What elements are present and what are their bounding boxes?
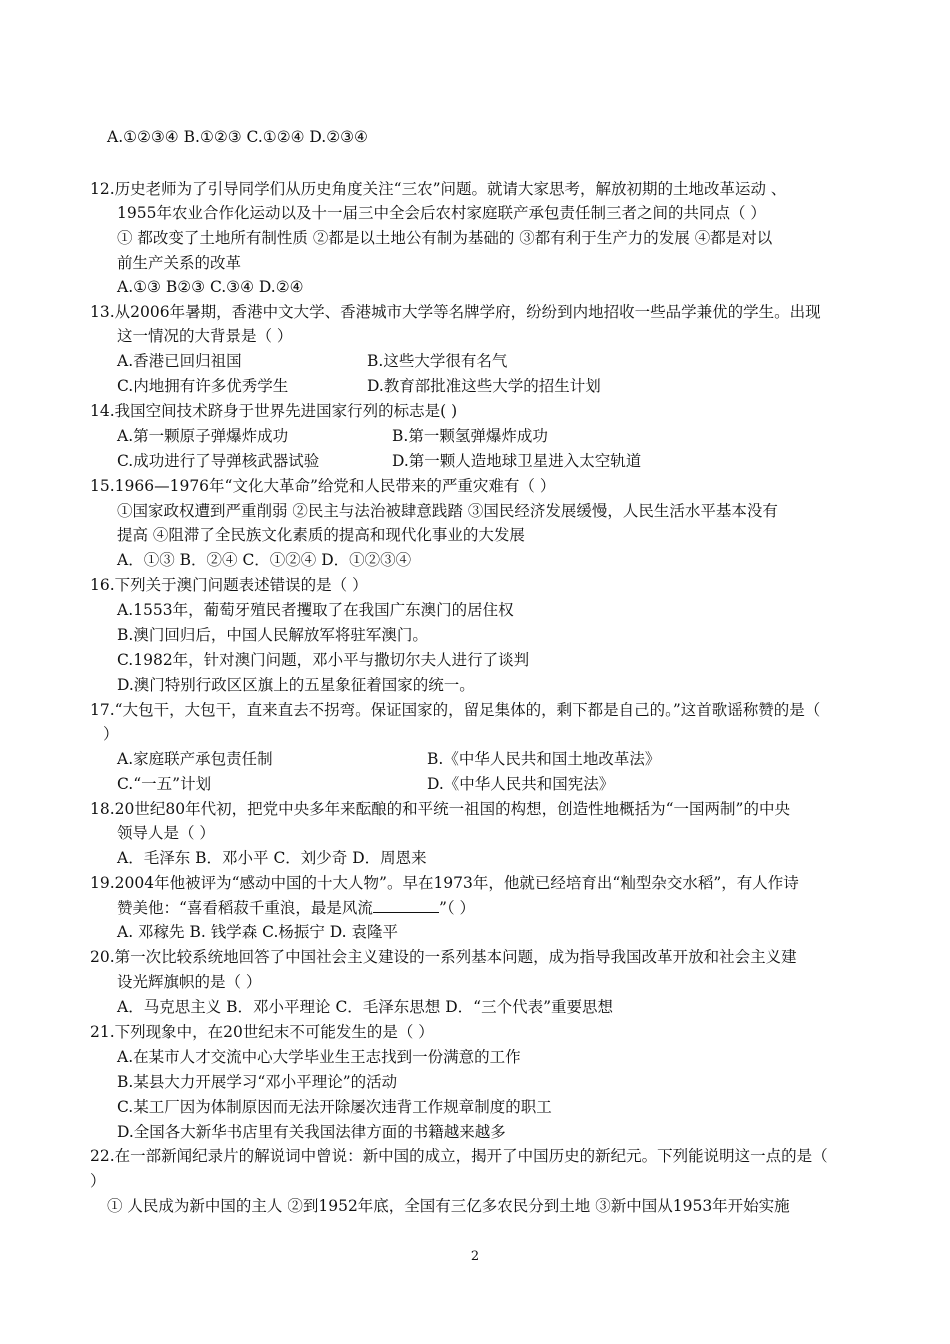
q12-statements: ① 都改变了土地所有制性质 ②都是以土地公有制为基础的 ③都有利于生产力的发展 ④都是对以 <box>117 229 773 247</box>
q14-option-d: D.第一颗人造地球卫星进入太空轨道 <box>392 452 642 470</box>
q18-stem-cont: 领导人是（ ） <box>117 824 215 842</box>
q15-stem: 15.1966—1976年“文化大革命”给党和人民带来的严重灾难有（ ） <box>90 477 556 495</box>
q14-option-b: B.第一颗氢弹爆炸成功 <box>392 427 548 445</box>
q17-stem: 17.“大包干，大包干，直来直去不拐弯。保证国家的，留足集体的，剩下都是自己的。”这首歌谣称赞的是（ <box>90 701 821 719</box>
q19-verse-prefix: 赞美他：“喜看稻菽千重浪，最是风流 <box>117 899 373 917</box>
q19-options: A. 邓稼先 B. 钱学森 C.杨振宁 D. 袁隆平 <box>117 923 399 941</box>
q15-options: A．①③ B．②④ C．①②④ D．①②③④ <box>117 551 412 569</box>
q12-statements-cont: 前生产关系的改革 <box>117 254 242 272</box>
q13-stem-cont: 这一情况的大背景是（ ） <box>117 327 293 345</box>
q14-stem: 14.我国空间技术跻身于世界先进国家行列的标志是( ) <box>90 402 458 420</box>
q22-stem-cont: ） <box>90 1172 106 1190</box>
q19-verse-suffix: ”（ ） <box>438 899 476 917</box>
fill-in-blank <box>373 898 439 913</box>
q16-option-c: C.1982年，针对澳门问题，邓小平与撒切尔夫人进行了谈判 <box>117 651 530 669</box>
q16-stem: 16.下列关于澳门问题表述错误的是（ ） <box>90 576 368 594</box>
q15-statements: ①国家政权遭到严重削弱 ②民主与法治被肆意践踏 ③国民经济发展缓慢，人民生活水平基本没有 <box>117 502 778 520</box>
q17-option-c: C.“一五”计划 <box>117 775 212 793</box>
q12-stem-cont: 1955年农业合作化运动以及十一届三中全会后农村家庭联产承包责任制三者之间的共同点（ ） <box>117 204 766 222</box>
q18-stem: 18.20世纪80年代初，把党中央多年来酝酿的和平统一祖国的构想，创造性地概括为“一国两制”的中央 <box>90 800 790 818</box>
q13-stem: 13.从2006年暑期，香港中文大学、香港城市大学等名牌学府，纷纷到内地招收一些品学兼优的学生。出现 <box>90 303 821 321</box>
q21-option-c: C.某工厂因为体制原因而无法开除屡次违背工作规章制度的职工 <box>117 1098 552 1116</box>
q16-option-a: A.1553年，葡萄牙殖民者攫取了在我国广东澳门的居住权 <box>117 601 514 619</box>
q12-options: A.①③ B②③ C.③④ D.②④ <box>117 278 304 296</box>
q16-option-d: D.澳门特别行政区区旗上的五星象征着国家的统一。 <box>117 676 475 694</box>
q16-option-b: B.澳门回归后，中国人民解放军将驻军澳门。 <box>117 626 428 644</box>
q18-options: A．毛泽东 B．邓小平 C．刘少奇 D．周恩来 <box>117 849 427 867</box>
q22-stem: 22.在一部新闻纪录片的解说词中曾说：新中国的成立，揭开了中国历史的新纪元。下列能说明这一点的是（ <box>90 1147 828 1165</box>
q21-option-b: B.某县大力开展学习“邓小平理论”的活动 <box>117 1073 398 1091</box>
q17-option-d: D.《中华人民共和国宪法》 <box>427 775 615 793</box>
q13-option-a: A.香港已回归祖国 <box>117 352 242 370</box>
q20-stem: 20.第一次比较系统地回答了中国社会主义建设的一系列基本问题，成为指导我国改革开放和社会主义建 <box>90 948 797 966</box>
q14-option-c: C.成功进行了导弹核武器试验 <box>117 452 320 470</box>
q17-stem-cont: ） <box>103 725 119 743</box>
q22-statements: ① 人民成为新中国的主人 ②到1952年底，全国有三亿多农民分到土地 ③新中国从1953年开始实施 <box>107 1197 790 1215</box>
q13-option-b: B.这些大学很有名气 <box>367 352 508 370</box>
q21-option-a: A.在某市人才交流中心大学毕业生王志找到一份满意的工作 <box>117 1048 521 1066</box>
q12-stem: 12.历史老师为了引导同学们从历史角度关注“三农”问题。就请大家思考，解放初期的土地改革运动 、 <box>90 180 787 198</box>
q14-option-a: A.第一颗原子弹爆炸成功 <box>117 427 289 445</box>
q17-option-b: B.《中华人民共和国土地改革法》 <box>427 750 661 768</box>
q19-stem: 19.2004年他被评为“感动中国的十大人物”。早在1973年，他就已经培育出“籼型杂交水稻”，有人作诗 <box>90 874 799 892</box>
q13-option-d: D.教育部批准这些大学的招生计划 <box>367 377 601 395</box>
q17-option-a: A.家庭联产承包责任制 <box>117 750 273 768</box>
q20-stem-cont: 设光辉旗帜的是（ ） <box>117 973 262 991</box>
q21-stem: 21.下列现象中，在20世纪末不可能发生的是（ ） <box>90 1023 434 1041</box>
q21-option-d: D.全国各大新华书店里有关我国法律方面的书籍越来越多 <box>117 1123 506 1141</box>
q15-statements-cont: 提高 ④阻滞了全民族文化素质的提高和现代化事业的大发展 <box>117 526 525 544</box>
q19-stem-cont <box>117 898 475 918</box>
q13-option-c: C.内地拥有许多优秀学生 <box>117 377 289 395</box>
page-number: 2 <box>470 1249 480 1264</box>
q11-options: A.①②③④ B.①②③ C.①②④ D.②③④ <box>107 128 368 146</box>
q20-options: A．马克思主义 B．邓小平理论 C．毛泽东思想 D．“三个代表”重要思想 <box>117 998 614 1016</box>
